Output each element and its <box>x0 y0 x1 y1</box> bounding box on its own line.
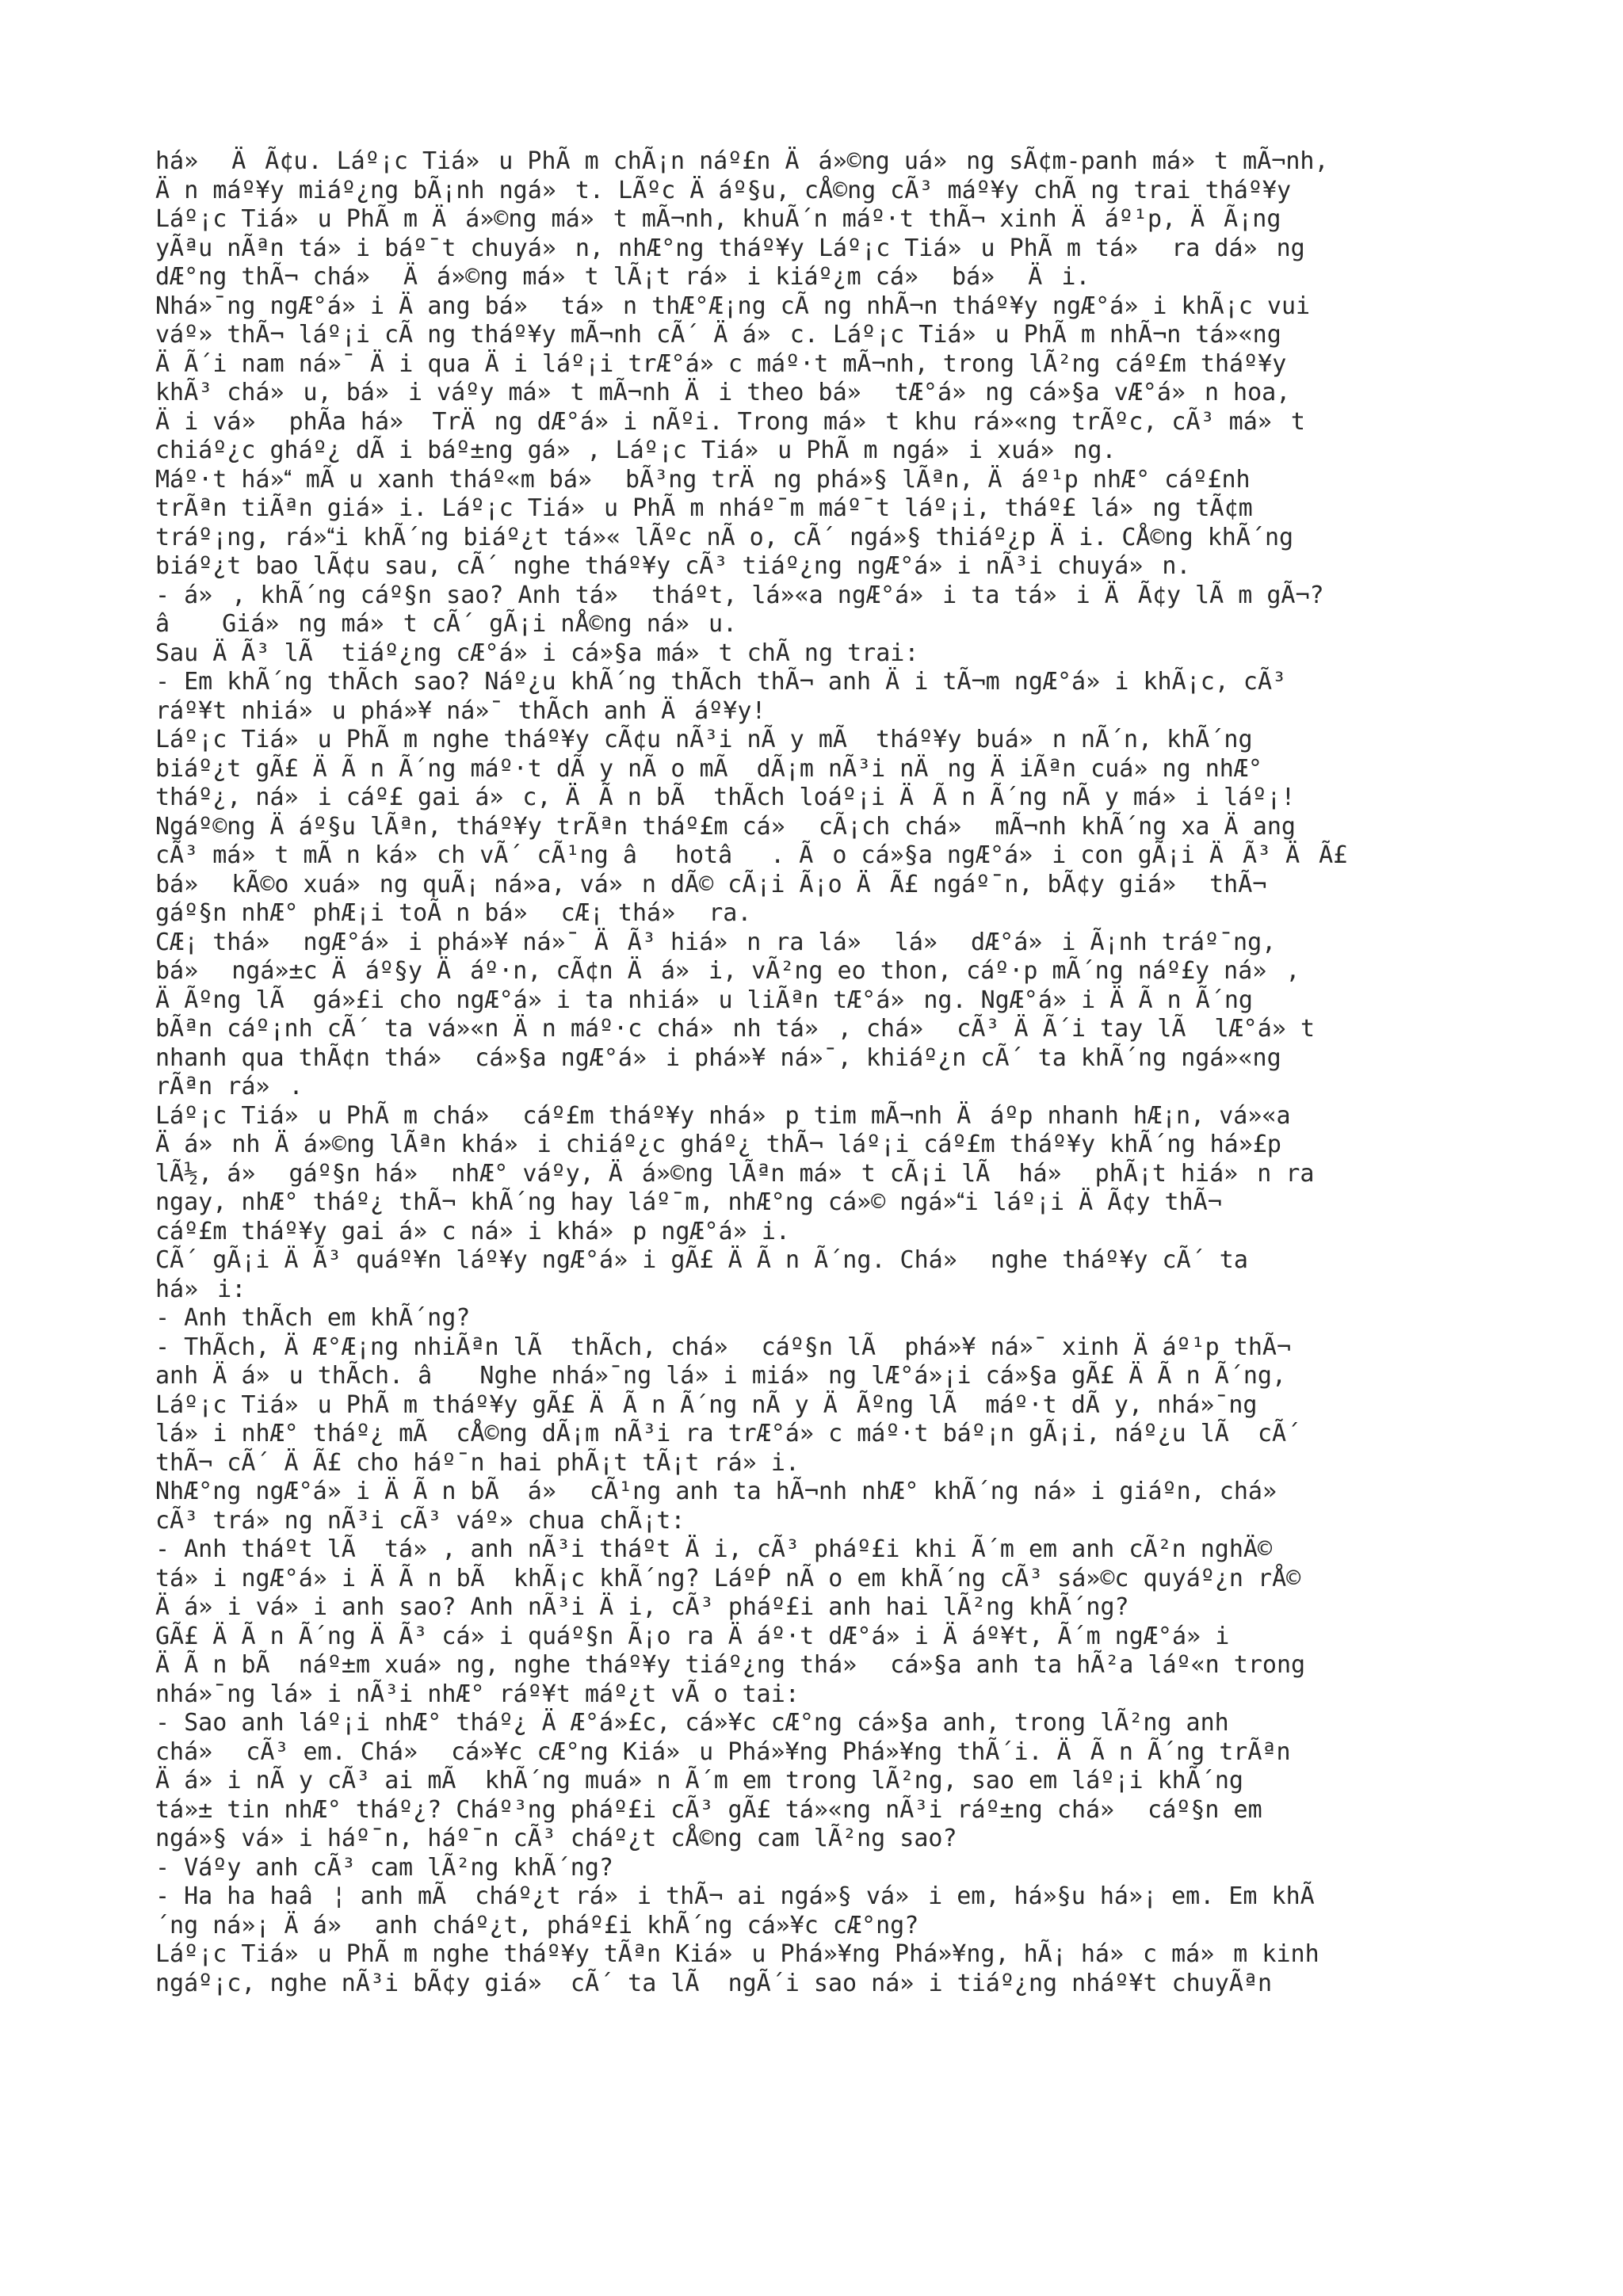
text-line: bÃªn cáº¡nh cÃ´ ta vá»«n Än máº·c chá»nh tá», chá» cÃ³ ÄÃ´i tay lÃ lÆ°á»t <box>155 1015 1316 1043</box>
text-line: â Giá»ng má»t cÃ´ gÃ¡i nÅ©ng ná»u. <box>155 610 738 638</box>
text-line: há»i: <box>155 1275 246 1303</box>
text-line: thÃ¬ cÃ´ ÄÃ£ cho háº¯n hai phÃ¡t tÃ¡t rá»i. <box>155 1448 800 1477</box>
text-line: khÃ³ chá»u, bá»i váºy má»t mÃ¬nh Äi theo bá» tÆ°á»ng cá»§a vÆ°á»n hoa, <box>155 379 1291 406</box>
text-line: cÃ³ trá»ng nÃ³i cÃ³ váº» chua chÃ¡t: <box>155 1506 685 1535</box>
text-line: ráº¥t nhiá»u phá»¥ ná»¯ thÃch anh Äáº¥y! <box>155 696 766 725</box>
text-line: bá» kÃ©o xuá»ng quÃ¡ ná»a, vá»n dÃ© cÃ¡i Ã¡o ÄÃ£ ngáº¯n, bÃ¢y giá» thÃ¬ <box>155 870 1267 898</box>
text-line: biáº¿t gÃ£ ÄÃ n Ã´ng máº·t dÃ y nÃ o mÃ dÃ¡m nÃ³i nÄng ÄiÃªn cuá»ng nhÆ° <box>155 754 1262 783</box>
text-line: ngáº¡c, nghe nÃ³i bÃ¢y giá» cÃ´ ta lÃ ngÃ´i sao ná»i tiáº¿ng nháº¥t chuyÃªn <box>155 1969 1273 1997</box>
text-line: Äá»i nÃ y cÃ³ ai mÃ khÃ´ng muá»n Ã´m em trong lÃ²ng, sao em láº¡i khÃ´ng <box>155 1767 1243 1794</box>
text-line: Sau ÄÃ³ lÃ tiáº¿ng cÆ°á»i cá»§a má»t chÃ ng trai: <box>155 639 919 667</box>
text-line: - Sao anh láº¡i nhÆ° tháº¿ ÄÆ°á»£c, cá»¥c cÆ°ng cá»§a anh, trong lÃ²ng anh <box>155 1709 1229 1737</box>
text-line: Äá»nh Äá»©ng lÃªn khá»i chiáº¿c gháº¿ thÃ¬ láº¡i cáº£m tháº¥y khÃ´ng há»£p <box>155 1131 1281 1158</box>
text-line: cÃ³ má»t mÃ n ká»ch vÃ´ cÃ¹ng âhotâ. Ão cá»§a ngÆ°á»i con gÃ¡i ÄÃ³ ÄÃ£ <box>155 841 1348 869</box>
text-line: Nhá»¯ng ngÆ°á»i Äang bá» tá»n thÆ°Æ¡ng cÃ ng nhÃ¬n tháº¥y ngÆ°á»i khÃ¡c vui <box>155 292 1311 320</box>
text-line: biáº¿t bao lÃ¢u sau, cÃ´ nghe tháº¥y cÃ³ tiáº¿ng ngÆ°á»i nÃ³i chuyá»n. <box>155 552 1191 580</box>
text-line: há» ÄÃ¢u. Láº¡c Tiá»u PhÃ m chÃ¡n náº£n Äá»©ng uá»ng sÃ¢m-panh má»t mÃ¬nh, <box>155 147 1329 175</box>
text-line: tráº¡ng, rá»i khÃ´ng biáº¿t tá»« lÃºc nÃ o, cÃ´ ngá»§ thiáº¿p Äi. CÅ©ng khÃ´ng <box>155 523 1294 551</box>
text-line: ÄÃ´i nam ná»¯ Äi qua Äi láº¡i trÆ°á»c máº·t mÃ¬nh, trong lÃ²ng cáº£m tháº¥y <box>155 349 1287 378</box>
text-line: chá» cÃ³ em. Chá» cá»¥c cÆ°ng Kiá»u Phá»¥ng Phá»¥ng thÃ´i. ÄÃ n Ã´ng trÃªn <box>155 1737 1291 1766</box>
text-line: Äi vá» phÃa há» TrÄng dÆ°á»i nÃºi. Trong má»t khu rá»«ng trÃºc, cÃ³ má»t <box>155 407 1305 436</box>
text-line: - Ha ha haâ¦ anh mÃ cháº¿t rá»i thÃ¬ ai ngá»§ vá»i em, há»§u há»¡ em. Em khÃ <box>155 1882 1315 1910</box>
text-line: - Anh tháºt lÃ tá», anh nÃ³i tháºt Äi, cÃ³ pháº£i khi Ã´m em anh cÃ²n nghÄ© <box>155 1535 1273 1563</box>
text-line: - Anh thÃch em khÃ´ng? <box>155 1304 471 1332</box>
text-line: tá»i ngÆ°á»i ÄÃ n bÃ khÃ¡c khÃ´ng? LáºṔ nÃ o em khÃ´ng cÃ³ sá»©c quyáº¿n rÅ© <box>155 1564 1301 1592</box>
text-line: gáº§n nhÆ° phÆ¡i toÃ n bá» cÆ¡ thá» ra. <box>155 899 752 927</box>
body-text <box>155 147 1518 1998</box>
text-line: cáº£m tháº¥y gai á»c ná»i khá»p ngÆ°á»i. <box>155 1217 790 1245</box>
text-line: Láº¡c Tiá»u PhÃ m nghe tháº¥y tÃªn Kiá»u Phá»¥ng Phá»¥ng, hÃ¡ há»c má»m kinh <box>155 1940 1319 1968</box>
text-line: NhÆ°ng ngÆ°á»i ÄÃ n bÃ á» cÃ¹ng anh ta hÃ¬nh nhÆ° khÃ´ng ná»i giáºn, chá» <box>155 1478 1296 1505</box>
text-line: ngay, nhÆ° tháº¿ thÃ¬ khÃ´ng hay láº¯m, nhÆ°ng cá»© ngá»i láº¡i ÄÃ¢y thÃ¬ <box>155 1188 1222 1216</box>
text-line: ÄÃºng lÃ gá»£i cho ngÆ°á»i ta nhiá»u liÃªn tÆ°á»ng. NgÆ°á»i ÄÃ n Ã´ng <box>155 986 1253 1014</box>
text-line: Láº¡c Tiá»u PhÃ m chá» cáº£m tháº¥y nhá»p tim mÃ¬nh Äáºp nhanh hÆ¡n, vá»«a <box>155 1101 1291 1130</box>
text-line: CÃ´ gÃ¡i ÄÃ³ quáº¥n láº¥y ngÆ°á»i gÃ£ ÄÃ n Ã´ng. Chá» nghe tháº¥y cÃ´ ta <box>155 1246 1248 1274</box>
text-line: ngá»§ vá»i háº¯n, háº¯n cÃ³ cháº¿t cÅ©ng cam lÃ²ng sao? <box>155 1825 957 1852</box>
text-line: bá» ngá»±c Äáº§y Äáº·n, cÃ¢n Äá»i, vÃ²ng eo thon, cáº·p mÃ´ng náº£y ná», <box>155 957 1300 985</box>
text-line: CÆ¡ thá» ngÆ°á»i phá»¥ ná»¯ ÄÃ³ hiá»n ra lá» lá» dÆ°á»i Ã¡nh tráº¯ng, <box>155 928 1277 956</box>
text-line: tháº¿, ná»i cáº£ gai á»c, ÄÃ n bÃ thÃch loáº¡i ÄÃ n Ã´ng nÃ y má»i láº¡! <box>155 784 1296 811</box>
text-line: Láº¡c Tiá»u PhÃ m Äá»©ng má»t mÃ¬nh, khuÃ´n máº·t thÃ¬ xinh Äáº¹p, ÄÃ¡ng <box>155 205 1281 233</box>
text-line: nhá»¯ng lá»i nÃ³i nhÆ° ráº¥t máº¿t vÃ o tai: <box>155 1680 800 1708</box>
text-line: ´ng ná»¡ Äá» anh cháº¿t, pháº£i khÃ´ng cá»¥c cÆ°ng? <box>155 1911 919 1939</box>
text-line: - ThÃch, ÄÆ°Æ¡ng nhiÃªn lÃ thÃch, chá» cáº§n lÃ phá»¥ ná»¯ xinh Äáº¹p thÃ¬ <box>155 1333 1292 1361</box>
text-line: dÆ°ng thÃ¬ chá» Äá»©ng má»t lÃ¡t rá»i kiáº¿m cá» bá» Äi. <box>155 263 1090 291</box>
text-line: Äá»i vá»i anh sao? Anh nÃ³i Äi, cÃ³ pháº£i anh hai lÃ²ng khÃ´ng? <box>155 1593 1129 1621</box>
text-line: Än máº¥y miáº¿ng bÃ¡nh ngá»t. LÃºc Äáº§u, cÅ©ng cÃ³ máº¥y chÃ ng trai tháº¥y <box>155 176 1292 204</box>
text-line: - Em khÃ´ng thÃch sao? Náº¿u khÃ´ng thÃch thÃ¬ anh Äi tÃ¬m ngÆ°á»i khÃ¡c, cÃ³ <box>155 668 1287 696</box>
text-line: lá»i nhÆ° tháº¿ mÃ cÅ©ng dÃ¡m nÃ³i ra trÆ°á»c máº·t báº¡n gÃ¡i, náº¿u lÃ cÃ´ <box>155 1420 1301 1447</box>
text-line: Láº¡c Tiá»u PhÃ m tháº¥y gÃ£ ÄÃ n Ã´ng nÃ y ÄÃºng lÃ máº·t dÃ y, nhá»¯ng <box>155 1390 1258 1419</box>
text-line: - Váºy anh cÃ³ cam lÃ²ng khÃ´ng? <box>155 1853 613 1882</box>
text-line: chiáº¿c gháº¿ dÃ i báº±ng gá», Láº¡c Tiá»u PhÃ m ngá»i xuá»ng. <box>155 437 1117 464</box>
text-line: Ngáº©ng Äáº§u lÃªn, tháº¥y trÃªn tháº£m cá» cÃ¡ch chá» mÃ¬nh khÃ´ng xa Äang <box>155 812 1296 841</box>
text-line: GÃ£ ÄÃ n Ã´ng ÄÃ³ cá»i quáº§n Ã¡o ra Äáº·t dÆ°á»i Äáº¥t, Ã´m ngÆ°á»i <box>155 1622 1230 1650</box>
text-line: yÃªu nÃªn tá»i báº¯t chuyá»n, nhÆ°ng tháº¥y Láº¡c Tiá»u PhÃ m tá» ra dá» ng <box>155 234 1305 262</box>
text-line: váº» thÃ¬ láº¡i cÃ ng tháº¥y mÃ¬nh cÃ´ Äá»c. Láº¡c Tiá»u PhÃ m nhÃ¬n tá»«ng <box>155 321 1281 349</box>
text-line: anh Äá»u thÃch. â Nghe nhá»¯ng lá»i miá»ng lÆ°á»¡i cá»§a gÃ£ ÄÃ n Ã´ng, <box>155 1362 1287 1390</box>
text-line: Máº·t há» mÃ u xanh tháº«m bá» bÃ³ng trÄng phá»§ lÃªn, Äáº¹p nhÆ° cáº£nh <box>155 465 1251 494</box>
text-line: tá»± tin nhÆ° tháº¿? Cháº³ng pháº£i cÃ³ gÃ£ tá»«ng nÃ³i ráº±ng chá» cáº§n em <box>155 1795 1262 1824</box>
text-line: lÃ½, á» gáº§n há» nhÆ° váºy, Äá»©ng lÃªn má»t cÃ¡i lÃ há» phÃ¡t hiá»n ra <box>155 1159 1315 1188</box>
text-line: trÃªn tiÃªn giá»i. Láº¡c Tiá»u PhÃ m nháº¯m máº¯t láº¡i, tháº£ lá»ng tÃ¢m <box>155 494 1253 522</box>
text-line: Láº¡c Tiá»u PhÃ m nghe tháº¥y cÃ¢u nÃ³i nÃ y mÃ tháº¥y buá»n nÃ´n, khÃ´ng <box>155 726 1253 753</box>
text-line: ÄÃ n bÃ náº±m xuá»ng, nghe tháº¥y tiáº¿ng thá» cá»§a anh ta hÃ²a láº«n trong <box>155 1651 1306 1679</box>
text-line: rÃªn rá». <box>155 1073 304 1100</box>
text-line: nhanh qua thÃ¢n thá» cá»§a ngÆ°á»i phá»¥ ná»¯, khiáº¿n cÃ´ ta khÃ´ng ngá»«ng <box>155 1043 1281 1072</box>
text-line: - á», khÃ´ng cáº§n sao? Anh tá» tháºt, lá»«a ngÆ°á»i ta tá»i ÄÃ¢y lÃ m gÃ¬? <box>155 581 1324 609</box>
